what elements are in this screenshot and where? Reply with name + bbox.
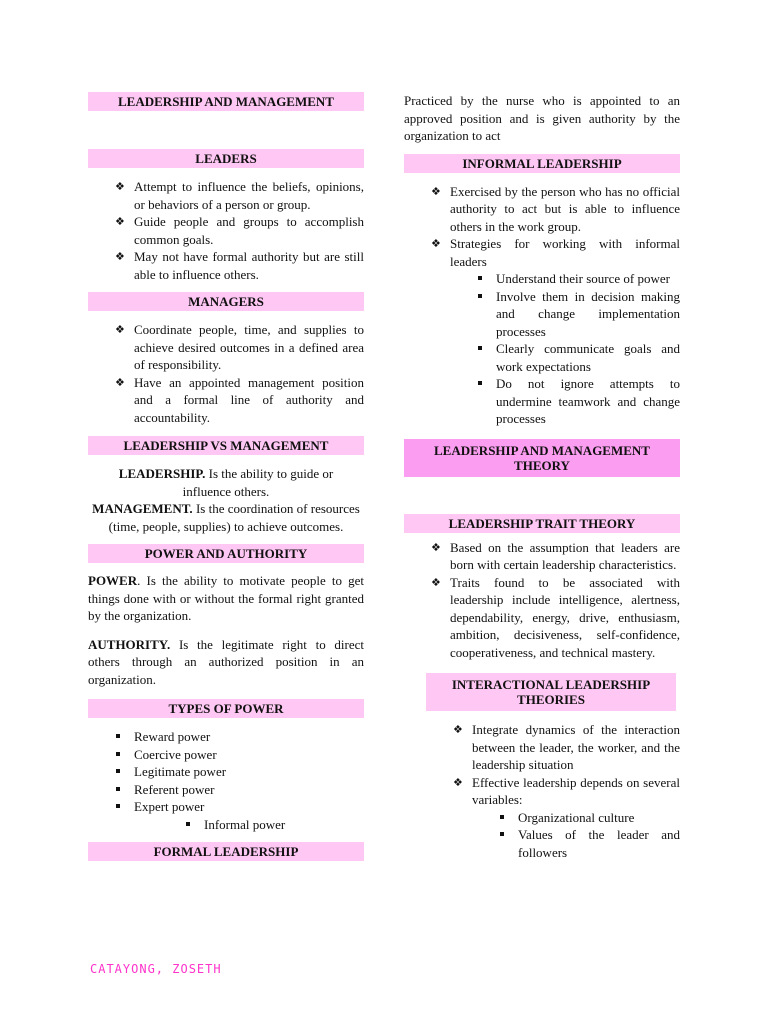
list-item: Expert power <box>88 798 364 816</box>
list-item: ❖ Guide people and groups to accomplish common goals. <box>88 213 364 248</box>
power-definition: POWER. Is the ability to motivate people to get things done with or without the formal right granted by the organization. <box>88 573 364 623</box>
leaders-list <box>88 178 364 283</box>
management-term: MANAGEMENT. <box>92 501 193 516</box>
page-title: LEADERSHIP AND MANAGEMENT <box>88 92 364 111</box>
list-item: ❖ Attempt to influence the beliefs, opinions, or behaviors of a person or group. <box>88 178 364 213</box>
list-item: ❖ Integrate dynamics of the interaction between the leader, the worker, and the leadership situation <box>426 721 680 774</box>
trait-theory-list <box>404 539 680 662</box>
list-item: Legitimate power <box>88 763 364 781</box>
authority-term: AUTHORITY. <box>88 636 171 652</box>
interactional-theories-list <box>404 721 680 809</box>
list-item: Clearly communicate goals and work expectations <box>450 340 680 375</box>
list-item: Understand their source of power <box>450 270 680 288</box>
managers-header: MANAGERS <box>88 292 364 311</box>
list-item: Do not ignore attempts to undermine teamwork and change processes <box>450 375 680 428</box>
list-item: Informal power <box>158 816 364 834</box>
managers-list <box>88 321 364 426</box>
power-authority-header: POWER AND AUTHORITY <box>88 544 364 563</box>
types-of-power-header: TYPES OF POWER <box>88 699 364 718</box>
list-item: ❖ Traits found to be associated with leadership include intelligence, alertness, dependability, energy, drive, enthusiasm, ambition, decisiveness, self-confidence, cooperativeness, and technical mastery. <box>404 574 680 662</box>
leadership-vs-management-header: LEADERSHIP VS MANAGEMENT <box>88 436 364 455</box>
formal-leadership-text: Practiced by the nurse who is appointed to an approved position and is given authority by the organization to act <box>404 93 680 143</box>
list-item: Involve them in decision making and change implementation processes <box>450 288 680 341</box>
authority-definition: AUTHORITY. Is the legitimate right to direct others through an authorized position in an organization. <box>88 636 364 687</box>
list-item: Values of the leader and followers <box>472 826 680 861</box>
leadership-definition: LEADERSHIP. Is the ability to guide or influence others. <box>118 466 334 499</box>
list-item: ❖ Based on the assumption that leaders are born with certain leadership characteristics. <box>404 539 680 574</box>
list-item: ❖ Have an appointed management position and a formal line of authority and accountability. <box>88 374 364 427</box>
list-item: ❖ Coordinate people, time, and supplies to achieve desired outcomes in a defined area of responsibility. <box>88 321 364 374</box>
theory-header: LEADERSHIP AND MANAGEMENT THEORY <box>404 439 680 477</box>
interactional-variables-list <box>404 809 680 862</box>
author-footer: CATAYONG, ZOSETH <box>90 962 222 976</box>
left-column <box>88 92 364 861</box>
informal-leadership-list <box>404 183 680 271</box>
types-of-power-list <box>88 728 364 816</box>
trait-theory-header: LEADERSHIP TRAIT THEORY <box>404 514 680 533</box>
types-of-power-sublist <box>88 816 364 834</box>
list-item: ❖ Strategies for working with informal leaders <box>404 235 680 270</box>
interactional-theories-header: INTERACTIONAL LEADERSHIP THEORIES <box>426 673 676 711</box>
list-item: Reward power <box>88 728 364 746</box>
power-term: POWER <box>88 573 138 588</box>
informal-strategies-list <box>404 270 680 428</box>
list-item: ❖ May not have formal authority but are still able to influence others. <box>88 248 364 283</box>
management-definition: MANAGEMENT. Is the coordination of resources (time, people, supplies) to achieve outcomes. <box>92 501 360 534</box>
leadership-term: LEADERSHIP. <box>118 466 206 481</box>
right-column <box>404 92 680 861</box>
formal-leadership-header: FORMAL LEADERSHIP <box>88 842 364 861</box>
list-item: Coercive power <box>88 746 364 764</box>
list-item: ❖ Exercised by the person who has no official authority to act but is able to influence others in the work group. <box>404 183 680 236</box>
list-item: ❖ Effective leadership depends on several variables: <box>426 774 680 809</box>
list-item: Referent power <box>88 781 364 799</box>
leaders-header: LEADERS <box>88 149 364 168</box>
list-item: Organizational culture <box>472 809 680 827</box>
informal-leadership-header: INFORMAL LEADERSHIP <box>404 154 680 173</box>
